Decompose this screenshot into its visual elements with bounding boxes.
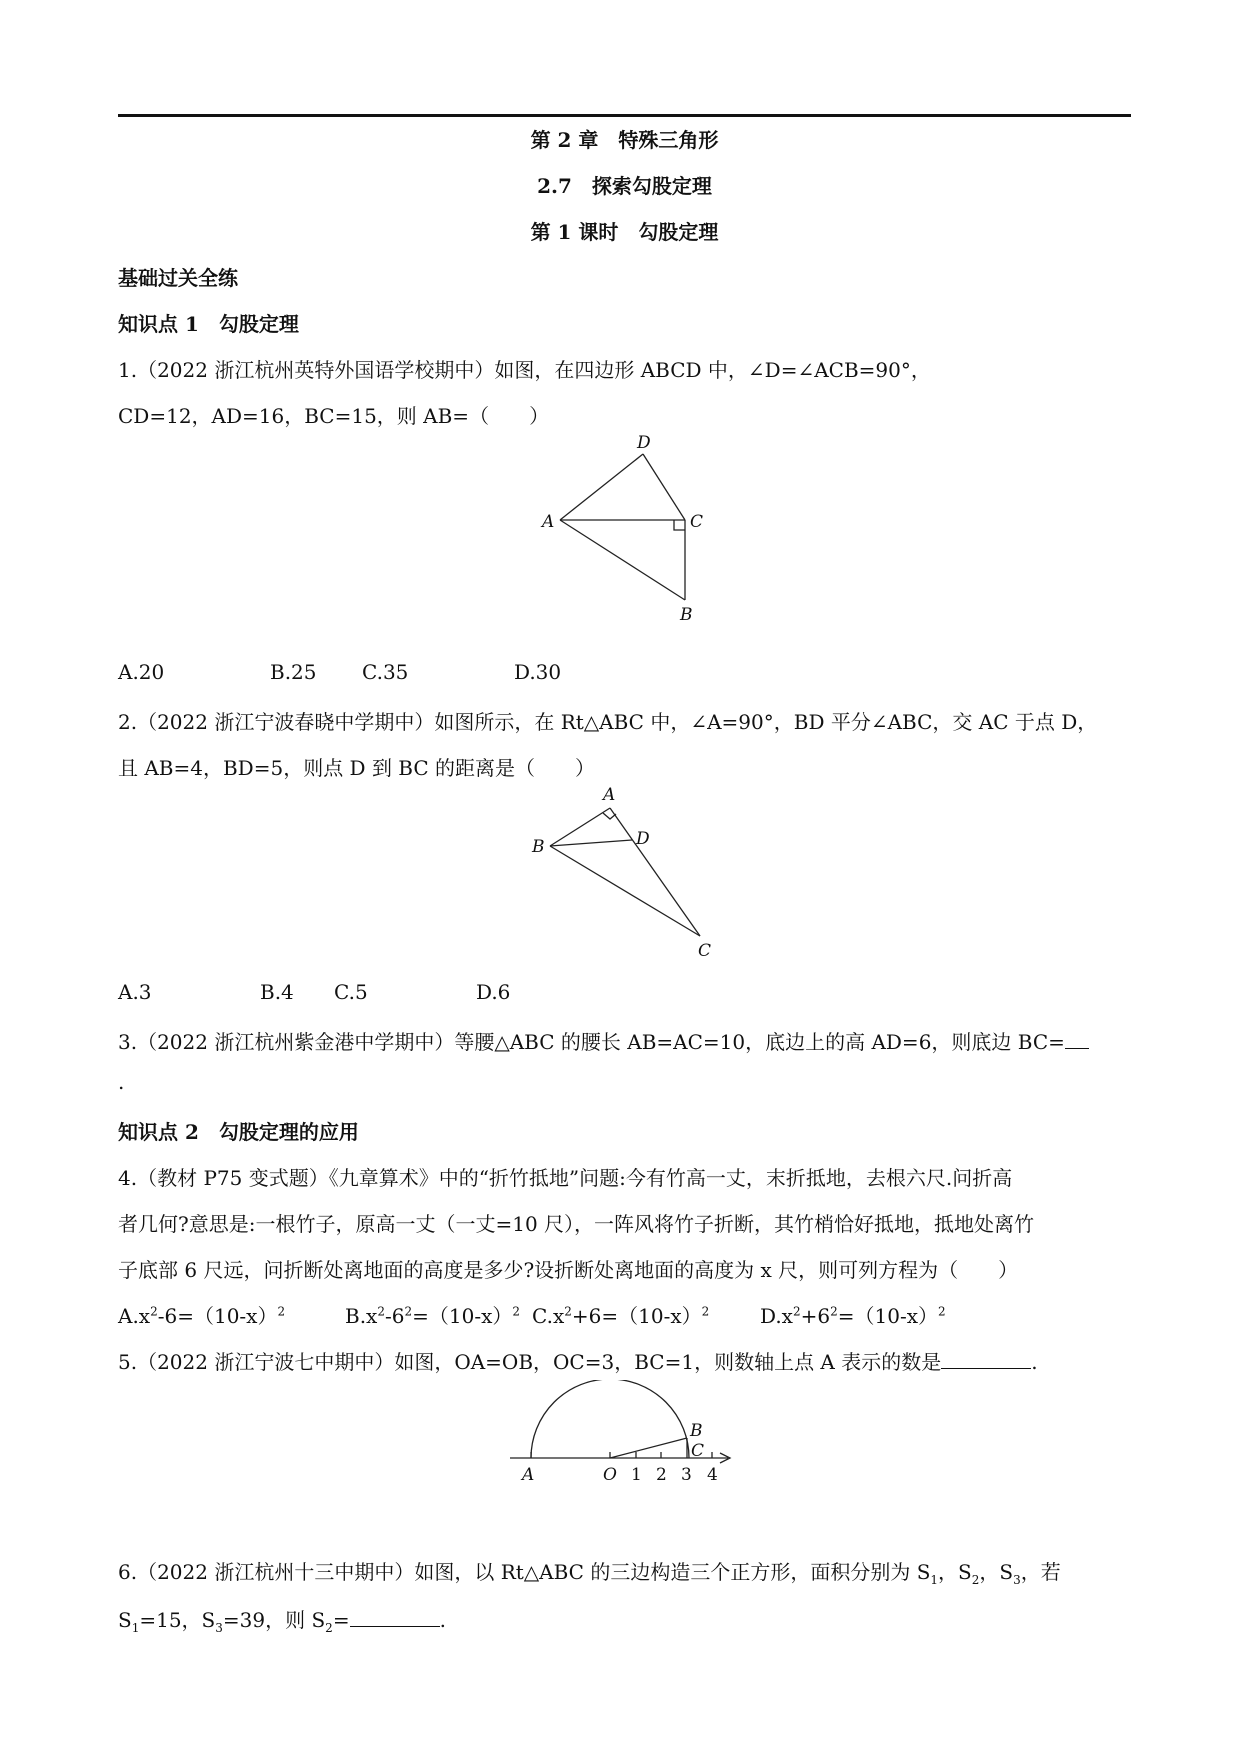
q5-figure: [500, 1380, 760, 1490]
q5-tick-2: 2: [656, 1465, 667, 1485]
q1-line2: CD=12，AD=16，BC=15，则 AB=（ ）: [118, 404, 550, 428]
chapter-title: 第 2 章 特殊三角形: [530, 128, 719, 152]
q1-line1: 1.（2022 浙江杭州英特外国语学校期中）如图，在四边形 ABCD 中，∠D=∠ACB=90°，: [118, 358, 931, 382]
q5-label-c: C: [691, 1441, 705, 1461]
q2-option-c: C.5: [334, 980, 368, 1004]
q4-option-b: $B.x^2-6^2=(10-x)^2$: [345, 1304, 520, 1328]
q2-option-a: A.3: [118, 980, 152, 1004]
q2-option-b: B.4: [260, 980, 294, 1004]
q3-text: 3.（2022 浙江杭州紫金港中学期中）等腰△ABC 的腰长 AB=AC=10，底边上的高 AD=6，则底边 BC=: [118, 1030, 1065, 1054]
q6-line2: $S_1=15$，$S_3=39$，则 $S_2=$ .: [118, 1608, 446, 1635]
q3-line1: [118, 1026, 1089, 1055]
q2-line2: 且 AB=4，BD=5，则点 D 到 BC 的距离是（ ）: [118, 756, 596, 780]
q2-line1: 2.（2022 浙江宁波春晓中学期中）如图所示，在 Rt△ABC 中，∠A=90°，BD 平分∠ABC，交 AC 于点 D，: [118, 710, 1098, 734]
q5-tick-3: 3: [681, 1465, 692, 1485]
q5-label-a: A: [522, 1465, 535, 1485]
q6-answer-blank[interactable]: [350, 1608, 440, 1627]
q5-label-b: B: [690, 1421, 703, 1441]
q1-option-b: B.25: [270, 660, 317, 684]
q1-option-a: A.20: [118, 660, 165, 684]
q5-text: 5.（2022 浙江宁波七中期中）如图，OA=OB，OC=3，BC=1，则数轴上点 A 表示的数是: [118, 1350, 942, 1374]
q2-label-b: B: [532, 837, 545, 857]
q4-line2: 者几何?意思是:一根竹子，原高一丈（一丈=10 尺），一阵风将竹子折断，其竹梢恰好抵地，抵地处离竹: [118, 1212, 1035, 1236]
q5-answer-blank[interactable]: [941, 1350, 1031, 1369]
q2-figure: [520, 780, 720, 960]
q1-label-b: B: [680, 605, 693, 622]
q1-option-d: D.30: [514, 660, 562, 684]
q1-label-c: C: [690, 512, 704, 532]
lesson-title: 第 1 课时 勾股定理: [530, 220, 719, 244]
q5-end: .: [1031, 1350, 1038, 1374]
q3-line2: .: [118, 1070, 125, 1094]
q5-label-o: O: [603, 1465, 617, 1485]
knowledge-point-1: 知识点 1 勾股定理: [118, 312, 299, 336]
q5-line1: [118, 1346, 1038, 1375]
q4-line3: 子底部 6 尺远，问折断处离地面的高度是多少?设折断处离地面的高度为 x 尺，则可列方程为（ ）: [118, 1258, 1019, 1282]
q1-label-d: D: [637, 433, 651, 453]
q6-end: .: [439, 1608, 446, 1632]
q4-line1: 4.（教材 P75 变式题）《九章算术》中的“折竹抵地”问题:今有竹高一丈，末折抵地，去根六尺.问折高: [118, 1166, 1013, 1190]
q6-line1: 6.（2022 浙江杭州十三中期中）如图，以 Rt△ABC 的三边构造三个正方形，面积分别为 $S_1$，$S_2$，$S_3$，若: [118, 1560, 1061, 1587]
q2-option-d: D.6: [476, 980, 511, 1004]
q1-figure: [530, 432, 730, 622]
q1-label-a: A: [542, 512, 555, 532]
q4-option-a: $A.x^2-6=(10-x)^2$: [118, 1304, 286, 1328]
section-basic: 基础过关全练: [118, 266, 238, 290]
section-title: 2.7 探索勾股定理: [537, 174, 712, 198]
q2-label-d: D: [636, 829, 650, 849]
q4-option-c: $C.x^2+6=(10-x)^2$: [532, 1304, 710, 1328]
q3-answer-blank[interactable]: [1065, 1030, 1089, 1049]
q4-option-d: $D.x^2+6^2=(10-x)^2$: [760, 1304, 946, 1328]
q1-option-c: C.35: [362, 660, 409, 684]
header-rule: [118, 114, 1131, 117]
q2-label-a: A: [603, 785, 616, 805]
q2-label-c: C: [698, 941, 712, 960]
knowledge-point-2: 知识点 2 勾股定理的应用: [118, 1120, 359, 1144]
q5-tick-1: 1: [631, 1465, 642, 1485]
q5-tick-4: 4: [707, 1465, 718, 1485]
